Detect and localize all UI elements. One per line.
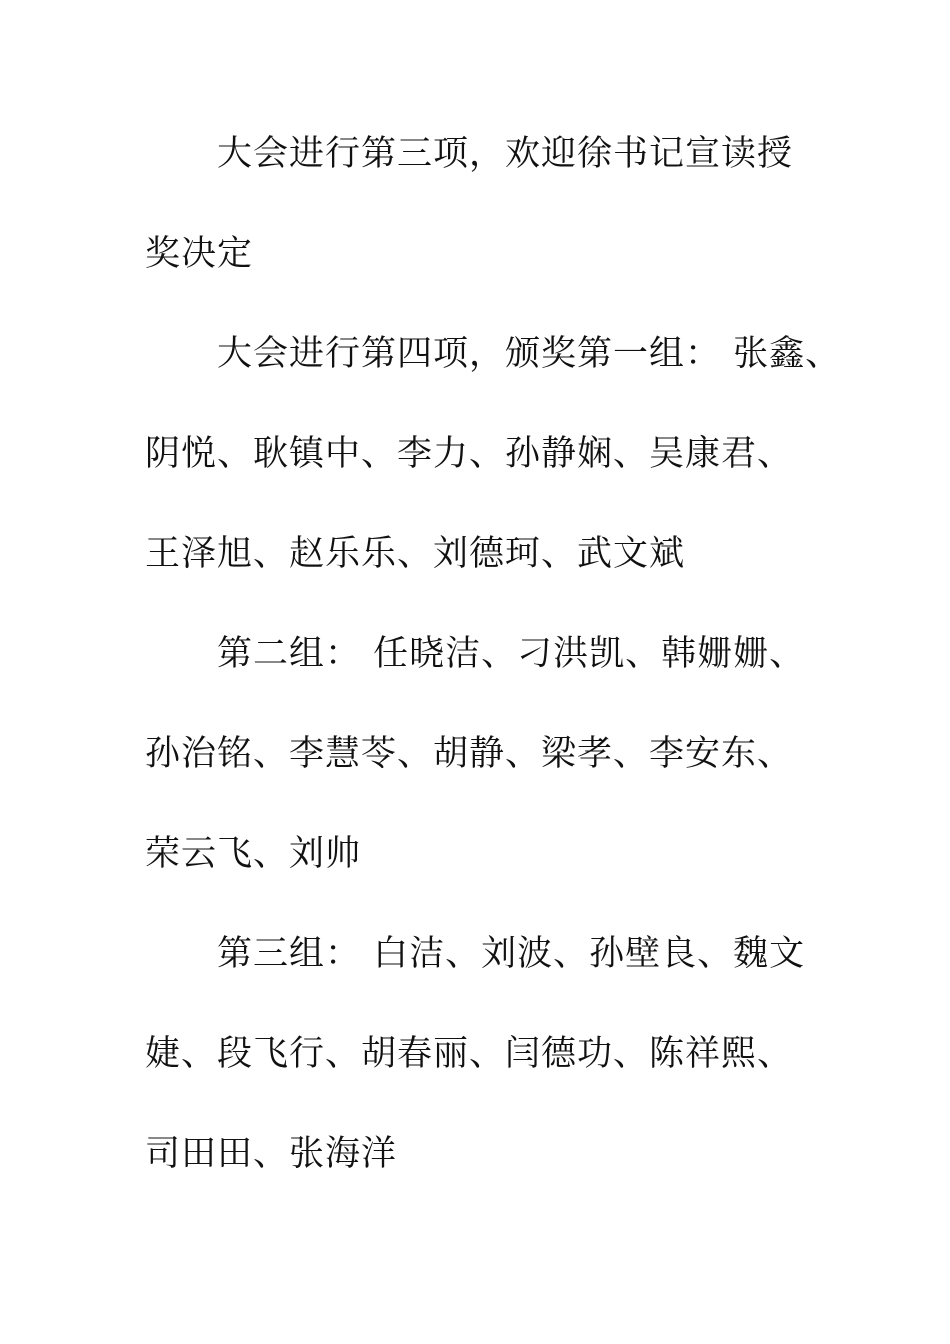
paragraph-item-4-line-2: 阴悦、耿镇中、李力、孙静娴、吴康君、: [145, 434, 794, 474]
paragraph-group-3-line-3: 司田田、张海洋: [145, 1134, 398, 1174]
paragraph-item-3-line-2: 奖决定: [145, 234, 254, 274]
paragraph-item-4-line-1: 大会进行第四项，颁奖第一组： 张鑫、: [217, 334, 842, 374]
paragraph-group-3-line-1: 第三组： 白洁、刘波、孙壁良、魏文: [217, 934, 806, 974]
paragraph-group-2-line-2: 孙治铭、李慧苓、胡静、梁孝、李安东、: [145, 734, 794, 774]
paragraph-group-3-line-2: 婕、段飞行、胡春丽、闫德功、陈祥熙、: [145, 1034, 794, 1074]
paragraph-group-2-line-1: 第二组： 任晓洁、刁洪凯、韩姗姗、: [217, 634, 806, 674]
paragraph-item-4-line-3: 王泽旭、赵乐乐、刘德珂、武文斌: [145, 534, 686, 574]
paragraph-item-3-line-1: 大会进行第三项，欢迎徐书记宣读授: [217, 134, 794, 174]
document-body: [145, 104, 845, 1204]
paragraph-group-2-line-3: 荣云飞、刘帅: [145, 834, 362, 874]
